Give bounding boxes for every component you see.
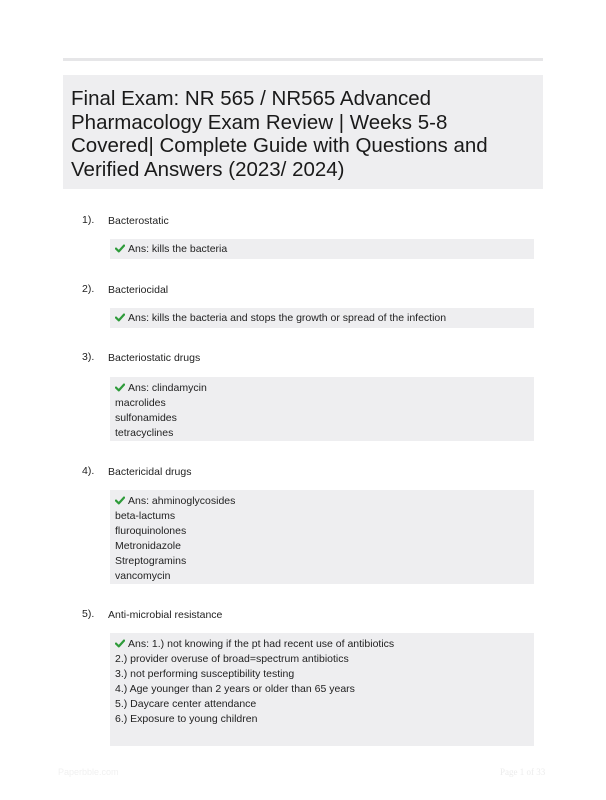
question-text: Anti-microbial resistance	[108, 609, 223, 621]
question-text: Bactericidal drugs	[108, 466, 192, 478]
question-text: Bacteriocidal	[108, 284, 169, 296]
answer-line: Ans: 1.) not knowing if the pt had recent use of antibiotics	[128, 638, 395, 650]
question-number: 4).	[82, 465, 95, 477]
answer-line: sulfonamides	[115, 412, 177, 424]
check-icon	[115, 383, 125, 392]
question-number: 5).	[82, 608, 95, 620]
answer-line: Ans: ahminoglycosides	[128, 495, 236, 507]
answer-line: beta-lactums	[115, 510, 176, 522]
answer-box-3	[110, 377, 534, 441]
check-icon	[115, 639, 125, 648]
answer-line: Ans: clindamycin	[128, 382, 207, 394]
answer-line: 3.) not performing susceptibility testing	[115, 668, 295, 680]
footer-page-number: Page 1 of 33	[500, 767, 546, 777]
question-text: Bacteriostatic drugs	[108, 352, 201, 364]
answer-line: 2.) provider overuse of broad=spectrum antibiotics	[115, 653, 349, 665]
check-icon	[115, 244, 125, 253]
page-title: Final Exam: NR 565 / NR565 Advanced Pharmacology Exam Review | Weeks 5-8 Covered| Complete Guide with Questions and Verified Answers (2023/ 2024)	[71, 87, 488, 181]
answer-line: Streptogramins	[115, 555, 187, 567]
answer-line: 4.) Age younger than 2 years or older than 65 years	[115, 683, 355, 695]
answer-box-2	[110, 308, 534, 328]
answer-line: tetracyclines	[115, 427, 174, 439]
question-number: 1).	[82, 214, 95, 226]
answer-line: Ans: kills the bacteria and stops the growth or spread of the infection	[128, 312, 447, 324]
answer-line: 6.) Exposure to young children	[115, 713, 258, 725]
question-number: 2).	[82, 283, 95, 295]
answer-box-4	[110, 490, 534, 584]
check-icon	[115, 313, 125, 322]
question-number: 3).	[82, 351, 95, 363]
check-icon	[115, 496, 125, 505]
answer-box-5	[110, 633, 534, 746]
answer-line: vancomycin	[115, 570, 171, 582]
footer-site: Paperbble.com	[58, 767, 119, 777]
answer-line: macrolides	[115, 397, 166, 409]
answer-line: fluroquinolones	[115, 525, 187, 537]
answer-line: Metronidazole	[115, 540, 181, 552]
top-divider	[63, 58, 543, 61]
question-text: Bacterostatic	[108, 215, 169, 227]
answer-line: 5.) Daycare center attendance	[115, 698, 257, 710]
title-banner	[63, 75, 543, 189]
answer-box-1	[110, 239, 534, 259]
answer-line: Ans: kills the bacteria	[128, 243, 228, 255]
